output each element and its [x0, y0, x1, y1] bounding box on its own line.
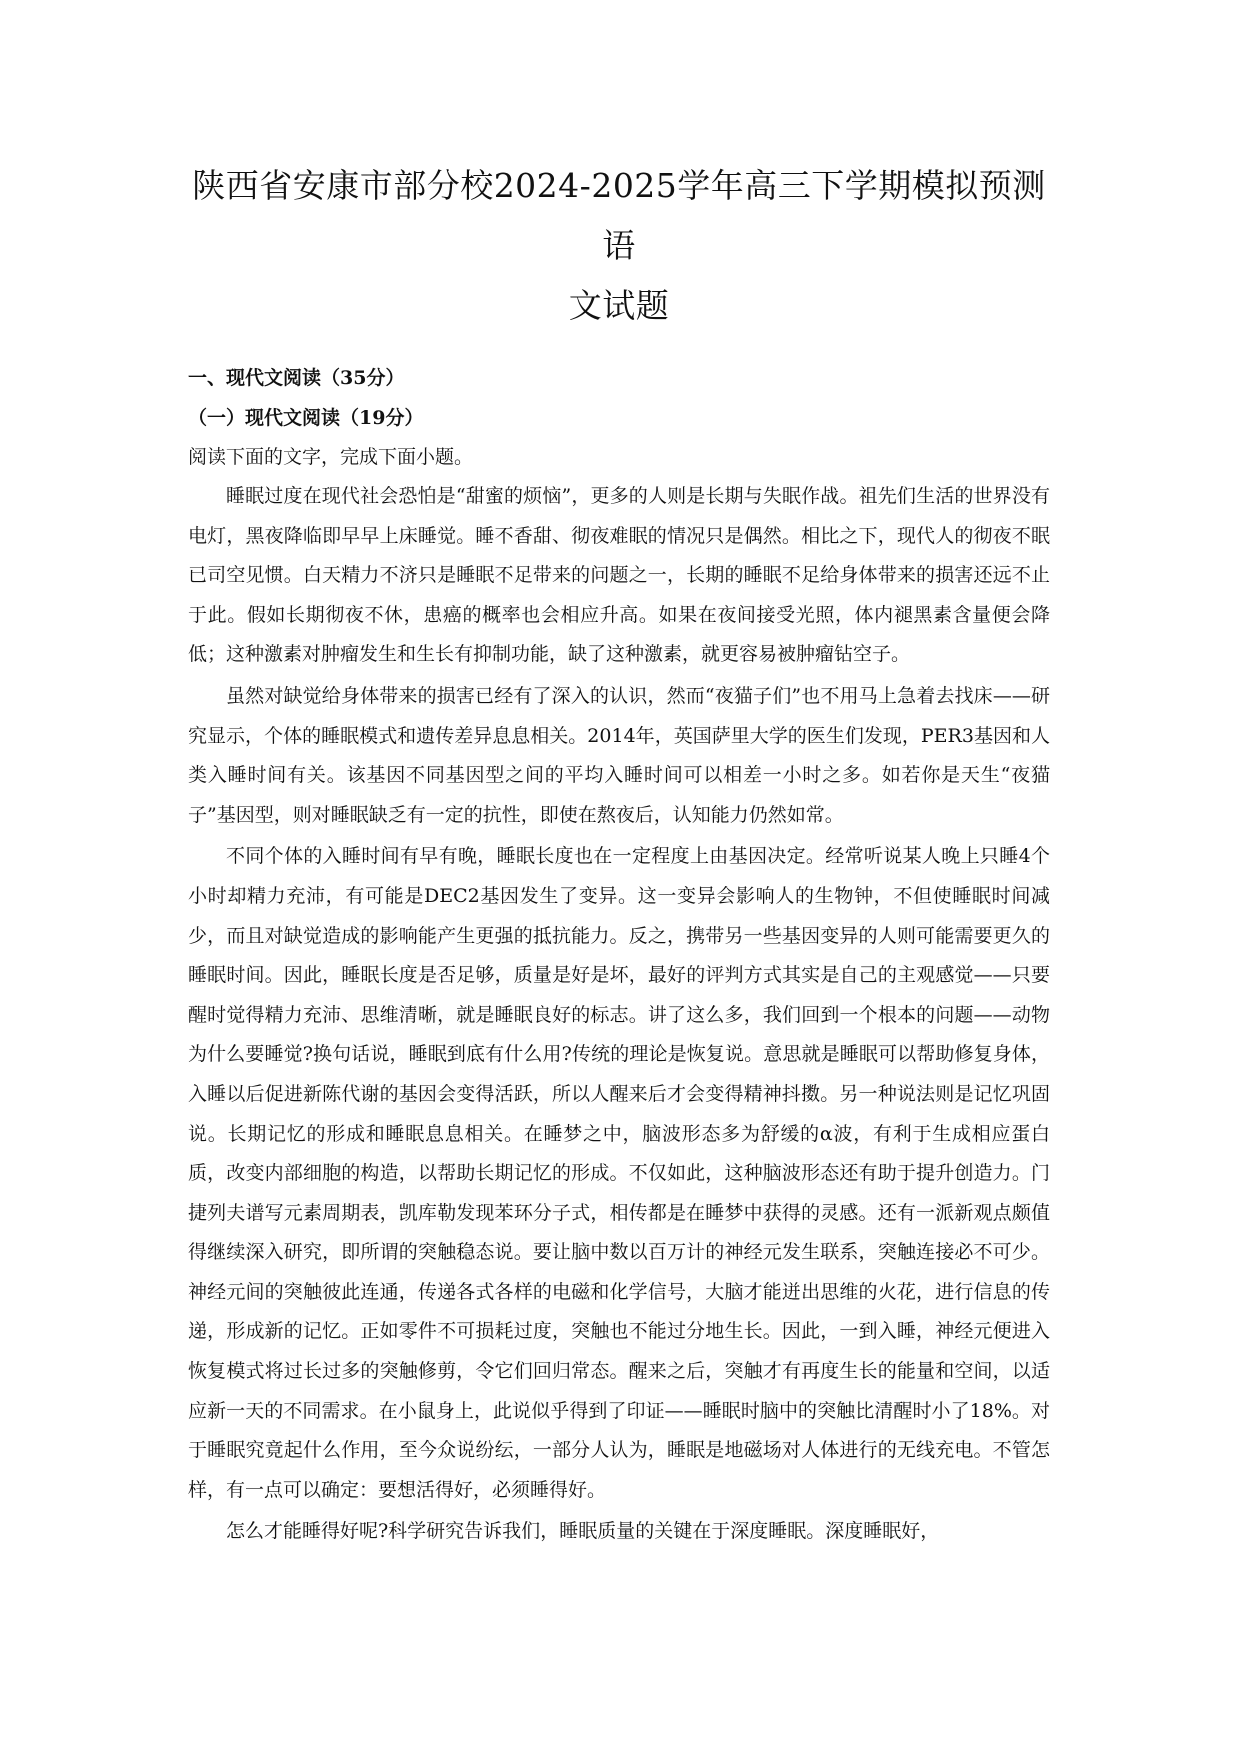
passage-paragraph-1: 睡眠过度在现代社会恐怕是“甜蜜的烦恼”，更多的人则是长期与失眠作战。祖先们生活的世界没有电灯，黑夜降临即早早上床睡觉。睡不香甜、彻夜难眠的情况只是偶然。相比之下，现代人的彻夜不眠已司空见惯。白天精力不济只是睡眠不足带来的问题之一，长期的睡眠不足给身体带来的损害还远不止于此。假如长期彻夜不休，患癌的概率也会相应升高。如果在夜间接受光照，体内褪黑素含量便会降低；这种激素对肿瘤发生和生长有抑制功能，缺了这种激素，就更容易被肿瘤钻空子。: [188, 485, 1050, 666]
passage-paragraph-2: 虽然对缺觉给身体带来的损害已经有了深入的认识，然而“夜猫子们”也不用马上急着去找床——研究显示，个体的睡眠模式和遗传差异息息相关。2014年，英国萨里大学的医生们发现，PER3基因和人类入睡时间有关。该基因不同基因型之间的平均入睡时间可以相差一小时之多。如若你是天生“夜猫子”基因型，则对睡眠缺乏有一定的抗性，即使在熬夜后，认知能力仍然如常。: [188, 684, 1050, 826]
document-title: [188, 156, 1050, 336]
title-line-1: 陕西省安康市部分校2024-2025学年高三下学期模拟预测语: [192, 166, 1046, 265]
section-heading: 一、现代文阅读（35分）: [188, 367, 405, 389]
exam-page: [188, 156, 1050, 1552]
passage-paragraph-4: 怎么才能睡得好呢?科学研究告诉我们，睡眠质量的关键在于深度睡眠。深度睡眠好，: [226, 1520, 940, 1543]
reading-instruction: 阅读下面的文字，完成下面小题。: [188, 446, 474, 468]
title-line-2: 文试题: [568, 286, 670, 325]
passage-paragraph-3: 不同个体的入睡时间有早有晚，睡眠长度也在一定程度上由基因决定。经常听说某人晚上只睡4个小时却精力充沛，有可能是DEC2基因发生了变异。这一变异会影响人的生物钟，不但使睡眠时间减少，而且对缺觉造成的影响能产生更强的抵抗能力。反之，携带另一些基因变异的人则可能需要更久的睡眠时间。因此，睡眠长度是否足够，质量是好是坏，最好的评判方式其实是自己的主观感觉——只要醒时觉得精力充沛、思维清晰，就是睡眠良好的标志。讲了这么多，我们回到一个根本的问题——动物为什么要睡觉?换句话说，睡眠到底有什么用?传统的理论是恢复说。意思就是睡眠可以帮助修复身体，入睡以后促进新陈代谢的基因会变得活跃，所以人醒来后才会变得精神抖擞。另一种说法则是记忆巩固说。长期记忆的形成和睡眠息息相关。在睡梦之中，脑波形态多为舒缓的α波，有利于生成相应蛋白质，改变内部细胞的构造，以帮助长期记忆的形成。不仅如此，这种脑波形态还有助于提升创造力。门捷列夫谱写元素周期表，凯库勒发现苯环分子式，相传都是在睡梦中获得的灵感。还有一派新观点颇值得继续深入研究，即所谓的突触稳态说。要让脑中数以百万计的神经元发生联系，突触连接必不可少。神经元间的突触彼此连通，传递各式各样的电磁和化学信号，大脑才能迸出思维的火花，进行信息的传递，形成新的记忆。正如零件不可损耗过度，突触也不能过分地生长。因此，一到入睡，神经元便进入恢复模式将过长过多的突触修剪，令它们回归常态。醒来之后，突触才有再度生长的能量和空间，以适应新一天的不同需求。在小鼠身上，此说似乎得到了印证——睡眠时脑中的突触比清醒时小了18%。对于睡眠究竟起什么作用，至今众说纷纭，一部分人认为，睡眠是地磁场对人体进行的无线充电。不管怎样，有一点可以确定：要想活得好，必须睡得好。: [188, 845, 1050, 1501]
subsection-heading: （一）现代文阅读（19分）: [188, 407, 424, 429]
